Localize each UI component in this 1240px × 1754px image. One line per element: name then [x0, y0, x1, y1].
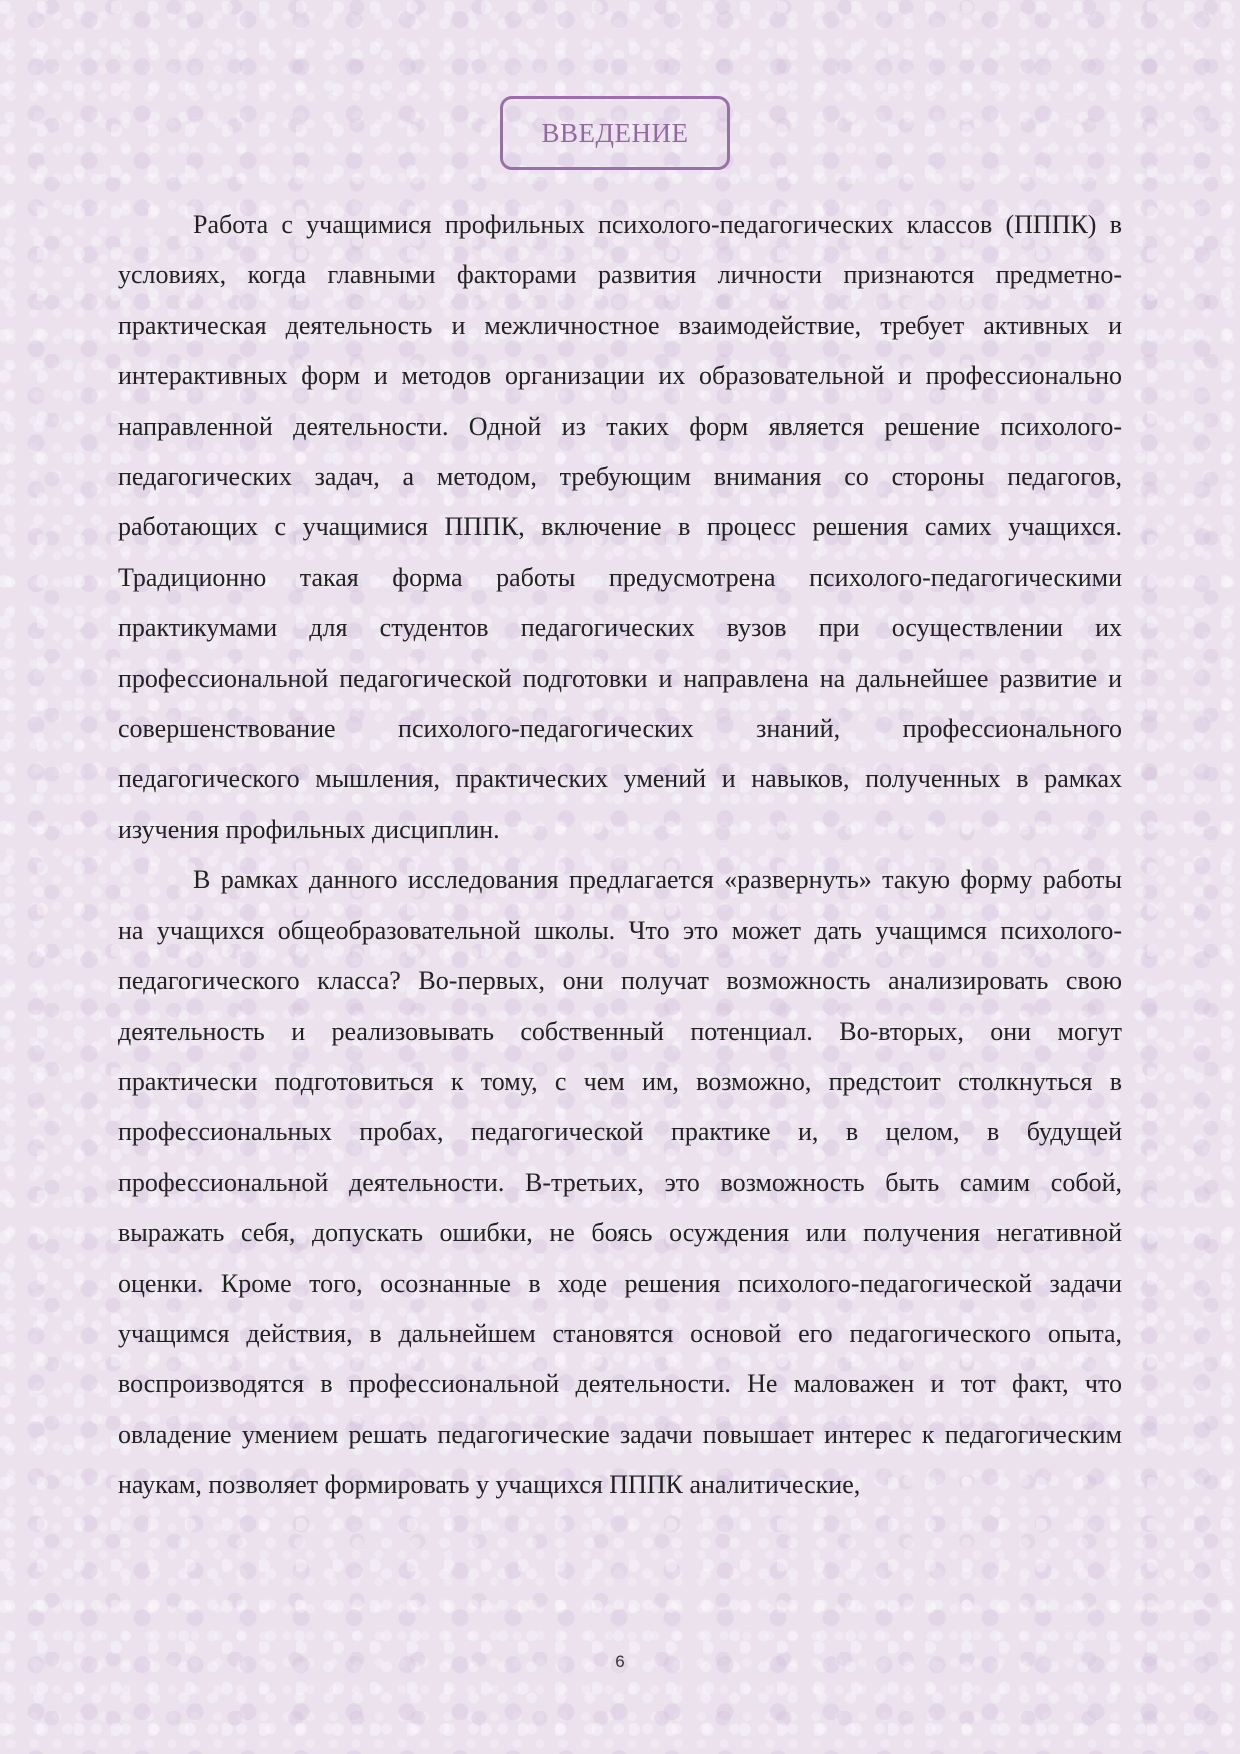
section-heading: ВВЕДЕНИЕ — [541, 117, 689, 148]
page-number: 6 — [615, 1652, 625, 1671]
paragraph-1: Работа с учащимися профильных психолого-педагогических классов (ППП​К) в условиях, когда главными факторами развития личности признаются предметно-практическая деятельность и межличностное взаимодействие, требует активных и интерактивных форм и методов организации их образовательной и профессионально направленной деятельности. Одной из таких форм является решение психолого-педагогических задач, а методом, требующим внимания со стороны педагогов, работающих с учащимися ППП​К, включение в процесс решения самих учащихся. Традиционно такая форма работы предусмотрена психолого-педагогическими практикумами для студентов педагогических вузов при осуществлении их профессиональной педагогической подготовки и направлена на дальнейшее развитие и совершенствование психолого-педагогических знаний, профессионального педагогического мышления, практических умений и навыков, полученных в рамках изучения профильных дисциплин. — [118, 210, 1122, 844]
document-body — [118, 200, 1122, 1511]
section-heading-box — [500, 96, 730, 170]
paragraph-2: В рамках данного исследования предлагается «развернуть» такую форму работы на учащихся общеобразовательной школы. Что это может дать учащимся психолого-педагогического класса? Во-первых, они получат возможность анализировать свою деятельность и реализовывать собственный потенциал. Во-вторых, они могут практически подготовиться к тому, с чем им, возможно, предстоит столкнуться в профессиональных пробах, педагогической практике и, в целом, в будущей профессиональной деятельности. В-третьих, это возможность быть самим собой, выражать себя, допускать ошибки, не боясь осуждения или получения негативной оценки. Кроме того, осознанные в ходе решения психолого-педагогической задачи учащимся действия, в дальнейшем становятся основой его педагогического опыта, воспроизводятся в профессиональной деятельности. Не маловажен и тот факт, что овладение умением решать педагогические задачи повышает интерес к педагогическим наукам, позволяет формировать у учащихся ППП​К аналитические, — [118, 865, 1122, 1500]
